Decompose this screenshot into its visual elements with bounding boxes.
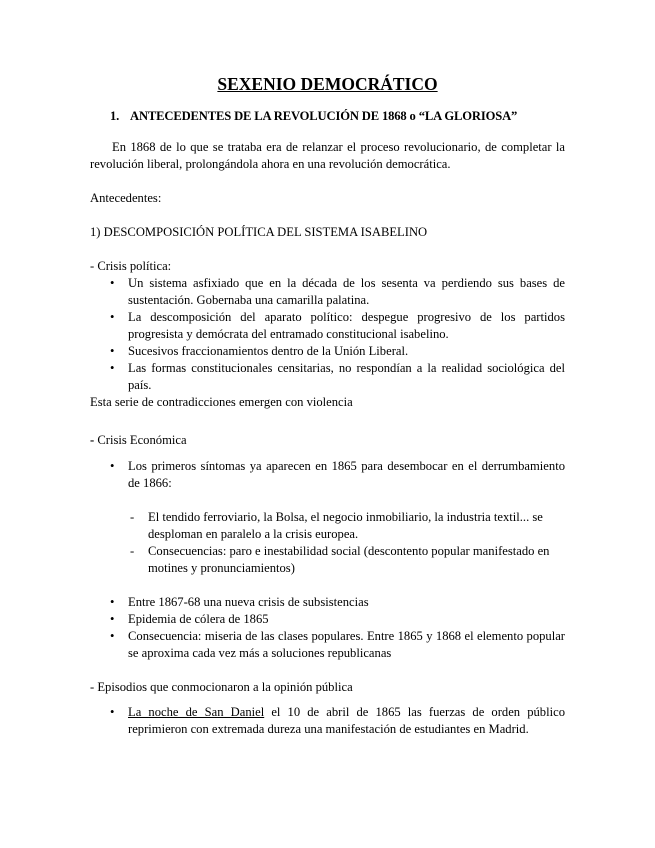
list-item bbox=[90, 360, 565, 394]
episodio-title-link: La noche de San Daniel bbox=[128, 705, 265, 719]
list-item-text: Un sistema asfixiado que en la década de los sesenta va perdiendo sus bases de sustentación. Gobernaba una camarilla palatina. bbox=[128, 276, 565, 307]
bullet-marker: • bbox=[110, 276, 115, 290]
crisis-economica-first-list bbox=[90, 458, 565, 492]
bullet-marker: • bbox=[110, 595, 115, 609]
list-item-text: Epidemia de cólera de 1865 bbox=[128, 612, 269, 626]
section-heading-text: ANTECEDENTES DE LA REVOLUCIÓN DE 1868 o “LA GLORIOSA” bbox=[130, 109, 518, 123]
list-item-text: Entre 1867-68 una nueva crisis de subsistencias bbox=[128, 595, 369, 609]
list-item bbox=[90, 343, 565, 360]
list-item bbox=[90, 628, 565, 662]
dash-marker: - bbox=[130, 510, 135, 524]
list-item bbox=[90, 509, 565, 543]
list-item bbox=[90, 543, 565, 577]
crisis-economica-label bbox=[90, 432, 565, 449]
episodios-label: - Episodios que conmocionaron a la opinión pública bbox=[90, 680, 353, 694]
crisis-politica-block bbox=[90, 258, 565, 411]
bullet-marker: • bbox=[110, 459, 115, 473]
crisis-economica-dash-list bbox=[90, 509, 565, 577]
section-heading bbox=[110, 108, 580, 125]
list-item-text: Los primeros síntomas ya aparecen en 1865 para desembocar en el derrumbamiento de 1866: bbox=[128, 459, 565, 490]
list-item-text: Consecuencia: miseria de las clases populares. Entre 1865 y 1868 el elemento popular se aproxima cada vez más a soluciones republicanas bbox=[128, 629, 565, 660]
list-item-text: La descomposición del aparato político: despegue progresivo de los partidos progresista y demócrata del entramado constitucional isabelino. bbox=[128, 310, 565, 341]
page-title: SEXENIO DEMOCRÁTICO bbox=[217, 74, 438, 94]
section-number: 1. bbox=[110, 109, 120, 123]
crisis-economica-second-list bbox=[90, 594, 565, 662]
crisis-politica-label: - Crisis política: bbox=[90, 259, 172, 273]
bullet-marker: • bbox=[110, 361, 115, 375]
bullet-marker: • bbox=[110, 344, 115, 358]
list-item-text: El tendido ferroviario, la Bolsa, el negocio inmobiliario, la industria textil... se desploman en paralelo a la crisis europea. bbox=[148, 510, 543, 541]
dash-marker: - bbox=[130, 544, 135, 558]
antecedentes-label: Antecedentes: bbox=[90, 191, 162, 205]
crisis-politica-list bbox=[90, 275, 565, 394]
list-item-text: Sucesivos fraccionamientos dentro de la Unión Liberal. bbox=[128, 344, 409, 358]
list-item bbox=[90, 704, 565, 738]
list-item-text: el 10 de abril de 1865 las fuerzas de orden público reprimieron con extremada dureza una manifestación de estudiantes en Madrid. bbox=[128, 705, 565, 736]
list-item bbox=[90, 594, 565, 611]
crisis-politica-conclusion: Esta serie de contradicciones emergen con violencia bbox=[90, 395, 353, 409]
bullet-marker: • bbox=[110, 310, 115, 324]
intro-paragraph: En 1868 de lo que se trataba era de relanzar el proceso revolucionario, de completar la revolución liberal, prolongándola ahora en una revolución democrática. bbox=[90, 140, 565, 171]
list-item-text: Las formas constitucionales censitarias, no respondían a la realidad sociológica del país. bbox=[128, 361, 565, 392]
bullet-marker: • bbox=[110, 629, 115, 643]
list-item bbox=[90, 611, 565, 628]
subsection-title: 1) DESCOMPOSICIÓN POLÍTICA DEL SISTEMA ISABELINO bbox=[90, 225, 428, 239]
crisis-economica-dash: - bbox=[90, 433, 95, 447]
bullet-marker: • bbox=[110, 705, 115, 719]
list-item bbox=[90, 275, 565, 309]
list-item-text: Consecuencias: paro e inestabilidad social (descontento popular manifestado en motines y pronunciamientos) bbox=[148, 544, 550, 575]
list-item bbox=[90, 458, 565, 492]
bullet-marker: • bbox=[110, 612, 115, 626]
crisis-economica-label-text: Crisis Económica bbox=[94, 433, 187, 447]
episodios-list bbox=[90, 704, 565, 738]
list-item bbox=[90, 309, 565, 343]
